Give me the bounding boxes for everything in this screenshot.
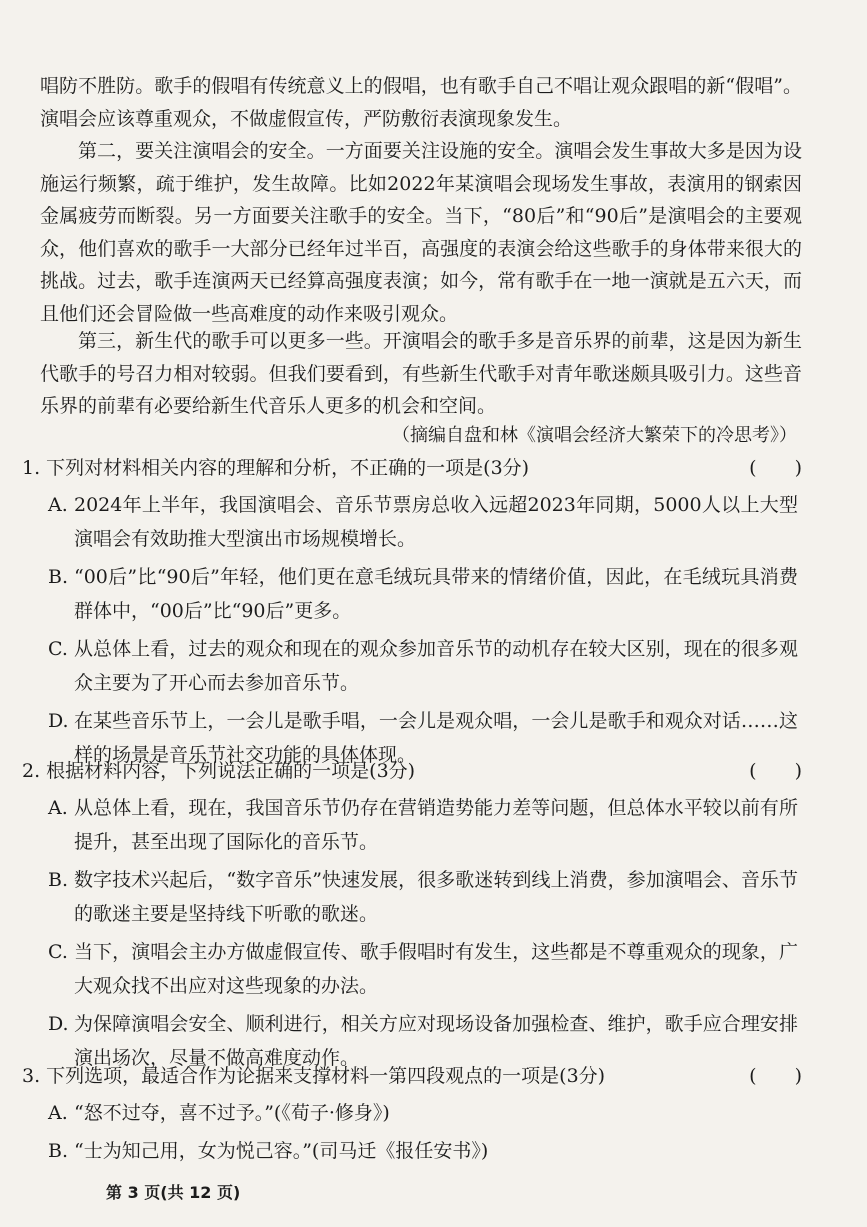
option-text: 当下，演唱会主办方做虚假宣传、歌手假唱时有发生，这些都是不尊重观众的现象，广大观众找不出应对这些现象的办法。: [74, 941, 798, 997]
question-3: [22, 1060, 822, 1168]
option-text: 从总体上看，现在，我国音乐节仍存在营销造势能力差等问题，但总体水平较以前有所提升，甚至出现了国际化的音乐节。: [74, 797, 798, 853]
question-stem: [22, 452, 822, 484]
passage-paragraph-3: 第三，新生代的歌手可以更多一些。开演唱会的歌手多是音乐界的前辈，这是因为新生代歌手的号召力相对较弱。但我们要看到，有些新生代歌手对青年歌迷颇具吸引力。这些音乐界的前辈有必要给新生代音乐人更多的机会和空间。: [40, 330, 802, 417]
option-letter: C.: [48, 638, 68, 660]
option-text: “怒不过夺，喜不过予。”(《荀子·修身》): [74, 1102, 390, 1124]
option-letter: B.: [48, 1140, 69, 1162]
passage-source: （摘编自盘和林《演唱会经济大繁荣下的冷思考》）: [392, 425, 797, 446]
answer-blank: ( ): [749, 760, 802, 782]
option-c: [22, 632, 798, 700]
option-text: “士为知己用，女为悦己容。”(司马迁《报任安书》): [74, 1140, 489, 1162]
option-text: 数字技术兴起后，“数字音乐”快速发展，很多歌迷转到线上消费，参加演唱会、音乐节的歌迷主要是坚持线下听歌的歌迷。: [74, 869, 798, 925]
option-letter: D.: [48, 1013, 69, 1035]
question-stem-text: 2. 根据材料内容，下列说法正确的一项是(3分): [22, 760, 416, 782]
question-stem: [22, 1060, 822, 1092]
option-a: [22, 488, 798, 556]
question-stem: [22, 755, 822, 787]
option-text: 从总体上看，过去的观众和现在的观众参加音乐节的动机存在较大区别，现在的很多观众主要为了开心而去参加音乐节。: [74, 638, 798, 694]
option-b: [22, 863, 798, 931]
option-letter: B.: [48, 869, 69, 891]
question-stem-text: 3. 下列选项，最适合作为论据来支撑材料一第四段观点的一项是(3分): [22, 1065, 606, 1087]
option-letter: C.: [48, 941, 68, 963]
option-text: 在某些音乐节上，一会儿是歌手唱，一会儿是观众唱，一会儿是歌手和观众对话……这样的场景是音乐节社交功能的具体体现。: [74, 710, 798, 766]
option-text: “00后”比“90后”年轻，他们更在意毛绒玩具带来的情绪价值，因此，在毛绒玩具消费群体中，“00后”比“90后”更多。: [74, 566, 798, 622]
question-2: [22, 755, 822, 1075]
option-a: [22, 1096, 798, 1130]
question-stem-text: 1. 下列对材料相关内容的理解和分析，不正确的一项是(3分): [22, 457, 530, 479]
option-a: [22, 791, 798, 859]
option-c: [22, 935, 798, 1003]
passage-paragraph-1: 唱防不胜防。歌手的假唱有传统意义上的假唱，也有歌手自己不唱让观众跟唱的新“假唱”。演唱会应该尊重观众，不做虚假宣传，严防敷衍表演现象发生。: [40, 75, 802, 130]
option-letter: B.: [48, 566, 69, 588]
question-1: [22, 452, 822, 772]
option-letter: A.: [48, 1102, 68, 1124]
option-letter: A.: [48, 494, 68, 516]
page-number: 第 3 页(共 12 页): [106, 1183, 241, 1202]
option-b: [22, 560, 798, 628]
option-text: 为保障演唱会安全、顺利进行，相关方应对现场设备加强检查、维护，歌手应合理安排演出场次，尽量不做高难度动作。: [74, 1013, 798, 1069]
answer-blank: ( ): [749, 457, 802, 479]
answer-blank: ( ): [749, 1065, 802, 1087]
option-b: [22, 1134, 798, 1168]
option-text: 2024年上半年，我国演唱会、音乐节票房总收入远超2023年同期，5000人以上大型演唱会有效助推大型演出市场规模增长。: [74, 494, 798, 550]
option-letter: D.: [48, 710, 69, 732]
option-letter: A.: [48, 797, 68, 819]
passage-paragraph-2: 第二，要关注演唱会的安全。一方面要关注设施的安全。演唱会发生事故大多是因为设施运行频繁，疏于维护，发生故障。比如2022年某演唱会现场发生事故，表演用的钢索因金属疲劳而断裂。另一方面要关注歌手的安全。当下，“80后”和“90后”是演唱会的主要观众，他们喜欢的歌手一大部分已经年过半百，高强度的表演会给这些歌手的身体带来很大的挑战。过去，歌手连演两天已经算高强度表演；如今，常有歌手在一地一演就是五六天，而且他们还会冒险做一些高难度的动作来吸引观众。: [40, 140, 802, 325]
